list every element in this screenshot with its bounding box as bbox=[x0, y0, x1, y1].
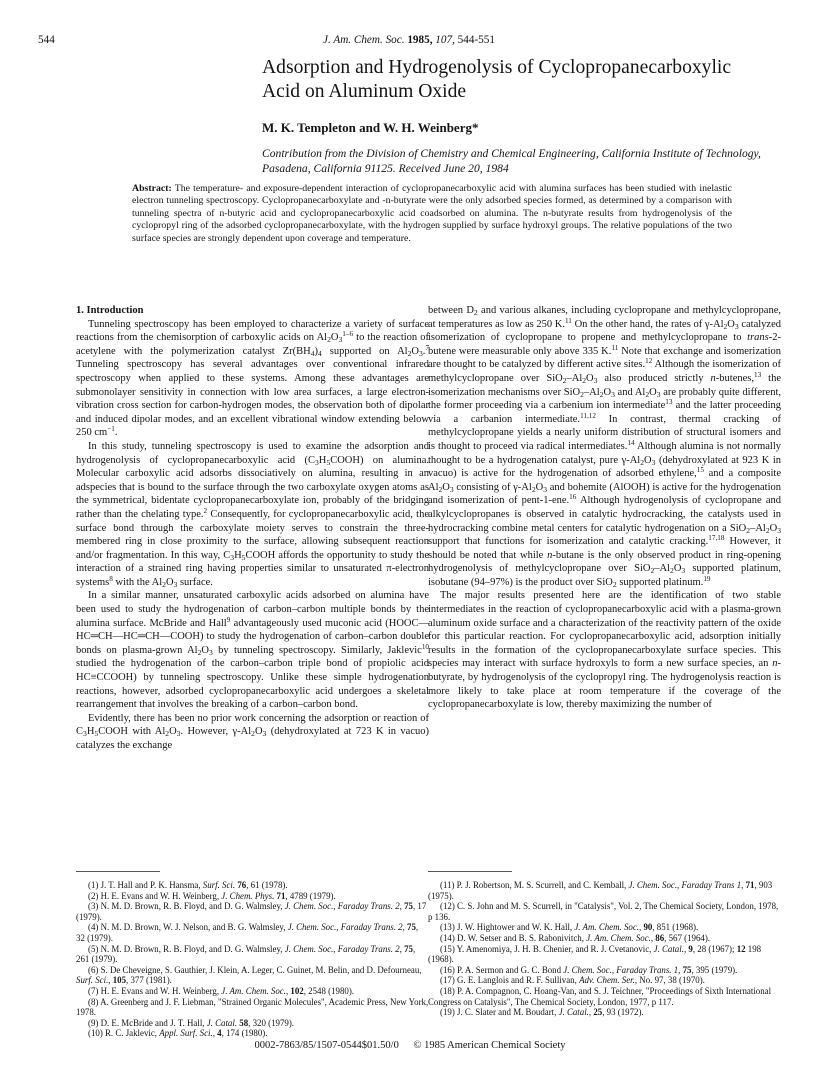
article-title: Adsorption and Hydrogenolysis of Cyclopropanecarboxylic Acid on Aluminum Oxide bbox=[262, 57, 732, 102]
references-left bbox=[76, 880, 429, 1039]
reference-item: (17) G. E. Langlois and R. F. Sullivan, Adv. Chem. Ser., No. 97, 38 (1970). bbox=[440, 975, 705, 986]
references-right bbox=[428, 880, 781, 1018]
footnote-rule bbox=[76, 871, 160, 872]
authors: M. K. Templeton and W. H. Weinberg* bbox=[262, 120, 479, 135]
paragraph: The major results presented here are the identification of two stable intermediates in the reaction of cyclopropanecarboxylic acid with a plasma-grown aluminum oxide surface and a characterization of the reactivity pattern of the oxide for this particular reaction. For cyclopropanecarboxylic acid, adsorption initially results in the formation of the cyclopropanecarboxylate surface species. This species may interact with surface hydroxyls to form a new surface species, an n-butyrate, by hydrogenolysis of the cyclopropyl ring. The hydrogenolysis reaction is more likely to take place at room temperature if the coverage of the cyclopropanecarboxylate is low, thereby maximizing the number of bbox=[428, 590, 781, 711]
reference-item: (18) P. A. Compagnon, C. Hoang-Van, and S. J. Teichner, "Proceedings of Sixth International Congress on Catalysis", The Chemical Society, London, 1977, p 117. bbox=[428, 985, 772, 1007]
reference-item: (13) J. W. Hightower and W. K. Hall, J. Am. Chem. Soc., 90, 851 (1968). bbox=[440, 922, 699, 933]
paragraph: between $D_2$ and various alkanes, including cyclopropane and methylcyclopropane, at temperatures as low as 250 K.$^{11}$ On the other hand, the rates of $\gamma-Al_2O_3$ catalyzed isomerization of cyclopropane to propene and methylcyclopropane to trans-2-butene were measurable only above 335 K.$^{11}$ Note that exchange and isomerization are thought to be catalyzed by different active sites.$^{12}$ Although the isomerization of methylcyclopropane over $SiO_2-Al_2O_3$ also produced strictly n-butenes,$^{13}$ the isomerization mechanisms over $SiO_2-Al_2O_3$ and $Al_2O_3$ are probably quite different, the former proceeding via a carbenium ion intermediate$^{13}$ and the latter proceeding via a carbanion intermediate.$^{11,12}$ In contrast, thermal cracking of methylcyclopropane yields a nearly uniform distribution of structural isomers and is thought to proceed via radical intermediates.$^{14}$ Although alumina is not normally thought to be a hydrogenation catalyst, pure $\gamma-Al_2O_3$ (dehydroxylated at 923 K in vacuo) is active for the hydrogenation of adsorbed ethylene,$^{15}$ and a composite $Al_2O_3$ consisting of $\gamma-Al_2O_3$ and bohemite (AlOOH) is active for the hydrogenation and isomerization of pent-1-ene.$^{16}$ Although hydrogenolysis of cyclopropane and alkylcyclopropanes is observed in catalytic hydrocracking, the catalysts used in hydrocracking combine metal centers for catalytic hydrogenation on a $SiO_2-Al_2O_3$ support that functions for isomerization and catalytic cracking.$^{17,18}$ However, it should be noted that while n-butane is the only observed product in ring-opening hydrogenolysis of methylcyclopropane over $SiO_2-Al_2O_3$ supported platinum, isobutane (94–97%) is the product over SiO$_2$ supported platinum.$^{19}$ bbox=[428, 305, 782, 589]
page-footer bbox=[0, 1040, 820, 1051]
issn-code: 0002-7863/85/1507-0544$01.50/0 bbox=[254, 1040, 399, 1051]
reference-item: (11) P. J. Robertson, M. S. Scurrell, and C. Kemball, J. Chem. Soc., Faraday Trans 1, 71, 903 (1975). bbox=[428, 880, 773, 901]
affiliation: Contribution from the Division of Chemistry and Chemical Engineering, California Institute of Technology, Pasadena, California 91125. Received June 20, 1984 bbox=[262, 147, 761, 175]
footnote-rule bbox=[428, 871, 512, 872]
journal-pages: 544-551 bbox=[457, 34, 495, 46]
reference-item: (12) C. S. John and M. S. Scurrell, in "Catalysis", Vol. 2, The Chemical Society, London, 1978, p 136. bbox=[428, 901, 779, 922]
abstract-text: The temperature- and exposure-dependent interaction of cyclopropanecarboxylic acid with alumina surfaces has been studied with inelastic electron tunneling spectroscopy. Cyclopropanecarboxylate and -n-butyrate were the only adsorbed species formed, as determined by a comparison with tunneling spectra of n-butyric acid and cyclopropanecarboxylic acid coadsorbed on alumina. The n-butyrate results from hydrogenolysis of the cyclopropyl ring of the adsorbed cyclopropanecarboxylate, with the hydrogen supplied by surface hydroxyl groups. The relative populations of the two surface species are strongly dependent upon coverage and temperature. bbox=[132, 183, 732, 244]
paragraph: In a similar manner, unsaturated carboxylic acids adsorbed on alumina have been used to study the hydrogenation of carbon–carbon multiple bonds by the alumina surface. McBride and Hall$^9$ advantageously used muconic acid (HOOC—HC═CH—HC═CH—COOH) to study the hydrogenation of carbon–carbon double bonds on plasma-grown $Al_2O_3$ by tunneling spectroscopy. Similarly, Jaklevic$^{10}$ studied the hydrogenation of the carbon–carbon triple bond of propiolic acid HC≡CCOOH) by tunneling spectroscopy. Unlike these simple hydrogenation reactions, however, adsorbed cyclopropanecarboxylic acid undergoes a skeletal rearrangement that involves the breaking of a carbon–carbon bond. bbox=[76, 590, 429, 711]
title-block bbox=[262, 56, 762, 176]
journal-year: 1985, bbox=[407, 34, 433, 46]
reference-item: (9) D. E. McBride and J. T. Hall, J. Catal. 58, 320 (1979). bbox=[88, 1017, 295, 1028]
reference-item: (2) H. E. Evans and W. H. Weinberg, J. Chem. Phys. 71, 4789 (1979). bbox=[88, 890, 336, 901]
reference-item: (14) D. W. Setser and B. S. Rabonivitch, J. Am. Chem. Soc., 86, 567 (1964). bbox=[440, 932, 711, 943]
reference-item: (10) R. C. Jaklevic, Appl. Surf. Sci., 4, 174 (1980). bbox=[88, 1028, 268, 1039]
copyright: © 1985 American Chemical Society bbox=[413, 1040, 566, 1051]
abstract-label: Abstract: bbox=[132, 183, 172, 194]
reference-item: (3) N. M. D. Brown, R. B. Floyd, and D. G. Walmsley, J. Chem. Soc., Faraday Trans. 2, 75, 17 (1979). bbox=[76, 901, 427, 922]
running-head bbox=[38, 34, 780, 52]
abstract bbox=[132, 183, 732, 245]
reference-item: (4) N. M. D. Brown, W. J. Nelson, and B. G. Walmsley, J. Chem. Soc., Faraday Trans. 2, 75, 32 (1979). bbox=[76, 922, 419, 943]
section-heading: 1. Introduction bbox=[76, 305, 144, 316]
paragraph: Tunneling spectroscopy has been employed to characterize a variety of surface reactions from the chemisorption of carboxylic acids on $Al_2O_3^{1-6}$ to the reaction of acetylene with the polymerization catalyst $Zr(BH_4)_4$ supported on $Al_2O_3.^7$ Tunneling spectroscopy has several advantages over conventional infrared spectroscopy when applied to these systems. Among these advantages are submonolayer sensitivity in connection with low area surfaces, a large electron-vibration cross section for carbon-hydrogen modes, the observation both of dipolar and induced dipolar modes, and an excellent vibrational window extending below 250 $cm^{-1}$. bbox=[76, 318, 430, 439]
reference-item: (6) S. De Cheveigne, S. Gauthier, J. Klein, A. Leger, C. Guinet, M. Belin, and D. Defourneau, Surf. Sci., 105, 377 (1981). bbox=[76, 964, 422, 986]
reference-item: (8) A. Greenberg and J. F. Liebman, "Strained Organic Molecules", Academic Press, New York, 1978. bbox=[76, 996, 429, 1018]
journal-name: J. Am. Chem. Soc. bbox=[323, 34, 405, 46]
reference-item: (16) P. A. Sermon and G. C. Bond J. Chem. Soc., Faraday Trans. 1, 75, 395 (1979). bbox=[440, 964, 738, 975]
reference-item: (7) H. E. Evans and W. H. Weinberg, J. Am. Chem. Soc., 102, 2548 (1980). bbox=[88, 985, 355, 996]
journal-volume: 107, bbox=[435, 34, 455, 46]
body-column-left bbox=[76, 304, 429, 753]
reference-item: (1) J. T. Hall and P. K. Hansma, Surf. Sci. 76, 61 (1978). bbox=[88, 880, 288, 890]
page-number: 544 bbox=[38, 34, 55, 46]
reference-item: (19) J. C. Slater and M. Boudart, J. Catal., 25, 93 (1972). bbox=[440, 1007, 644, 1018]
paragraph: In this study, tunneling spectroscopy is used to examine the adsorption and hydrogenolysis of cyclopropanecarboxylic acid $(C_3H_5COOH)$ on alumina. Molecular carboxylic acid adsorbs dissociatively on alumina, resulting in an adspecies that is bound to the surface through the two carboxylate oxygen atoms as the symmetrical, bidentate cyclopropanecarboxylate ion, probably of the bridging rather than the chelating type.$^2$ Consequently, for cyclopropanecarboxylic acid, the surface bond through the carboxylate moiety serves to constrain the three-membered ring in close proximity to the surface, allowing subsequent reaction and/or fragmentation. In this way, $C_3H_5COOH$ affords the opportunity to study the interaction of a strained ring having properties similar to unsaturated π-electron systems$^8$ with the $Al_2O_3$ surface. bbox=[76, 440, 429, 589]
reference-item: (5) N. M. D. Brown, R. B. Floyd, and D. G. Walmsley, J. Chem. Soc., Faraday Trans. 2, 75, 261 (1979). bbox=[76, 943, 416, 965]
paragraph: Evidently, there has been no prior work concerning the adsorption or reaction of $C_3H_5COOH$ with $Al_2O_3$. However, $\gamma-Al_2O_3$ (dehydroxylated at 723 K in vacuo) catalyzes the exchange bbox=[76, 712, 429, 751]
reference-item: (15) Y. Amenomiya, J. H. B. Chenier, and R. J. Cvetanovic, J. Catal., 9, 28 (1967); 12 198 (1968). bbox=[428, 943, 762, 965]
journal-citation bbox=[38, 34, 780, 46]
body-column-right bbox=[428, 304, 781, 712]
